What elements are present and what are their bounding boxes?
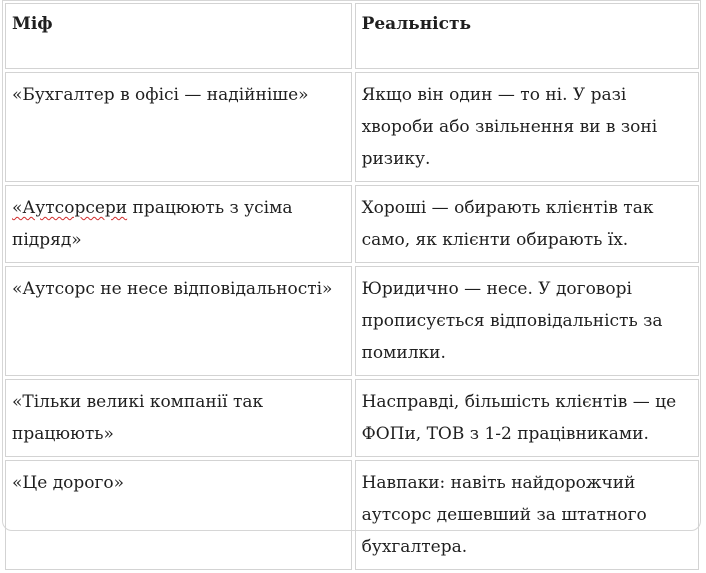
- myth-cell: «Бухгалтер в офісі — надійніше»: [5, 72, 352, 182]
- reality-cell: Юридично — несе. У договорі прописується відповідальність за помилки.: [355, 266, 699, 376]
- table-row: [5, 460, 699, 570]
- header-reality: Реальність: [355, 3, 699, 69]
- spellcheck-flagged-word[interactable]: «Аутсорсери: [12, 198, 128, 218]
- myth-cell: «Аутсорс не несе відповідальності»: [5, 266, 352, 376]
- myth-reality-table: [2, 0, 702, 573]
- table-row: [5, 185, 699, 263]
- reality-cell: Якщо він один — то ні. У разі хвороби або звільнення ви в зоні ризику.: [355, 72, 699, 182]
- reality-cell: Навпаки: навіть найдорожчий аутсорс дешевший за штатного бухгалтера.: [355, 460, 699, 570]
- myth-cell: [5, 185, 352, 263]
- myth-cell-text: працюють з усіма підряд»: [12, 198, 293, 250]
- table-header-row: [5, 3, 699, 69]
- reality-cell: Насправді, більшість клієнтів — це ФОПи, ТОВ з 1-2 працівниками.: [355, 379, 699, 457]
- table-row: [5, 379, 699, 457]
- myth-cell: «Це дорого»: [5, 460, 352, 570]
- reality-cell: Хороші — обирають клієнтів так само, як клієнти обирають їх.: [355, 185, 699, 263]
- table-row: [5, 72, 699, 182]
- table-row: [5, 266, 699, 376]
- header-myth: Міф: [5, 3, 352, 69]
- myth-cell: «Тільки великі компанії так працюють»: [5, 379, 352, 457]
